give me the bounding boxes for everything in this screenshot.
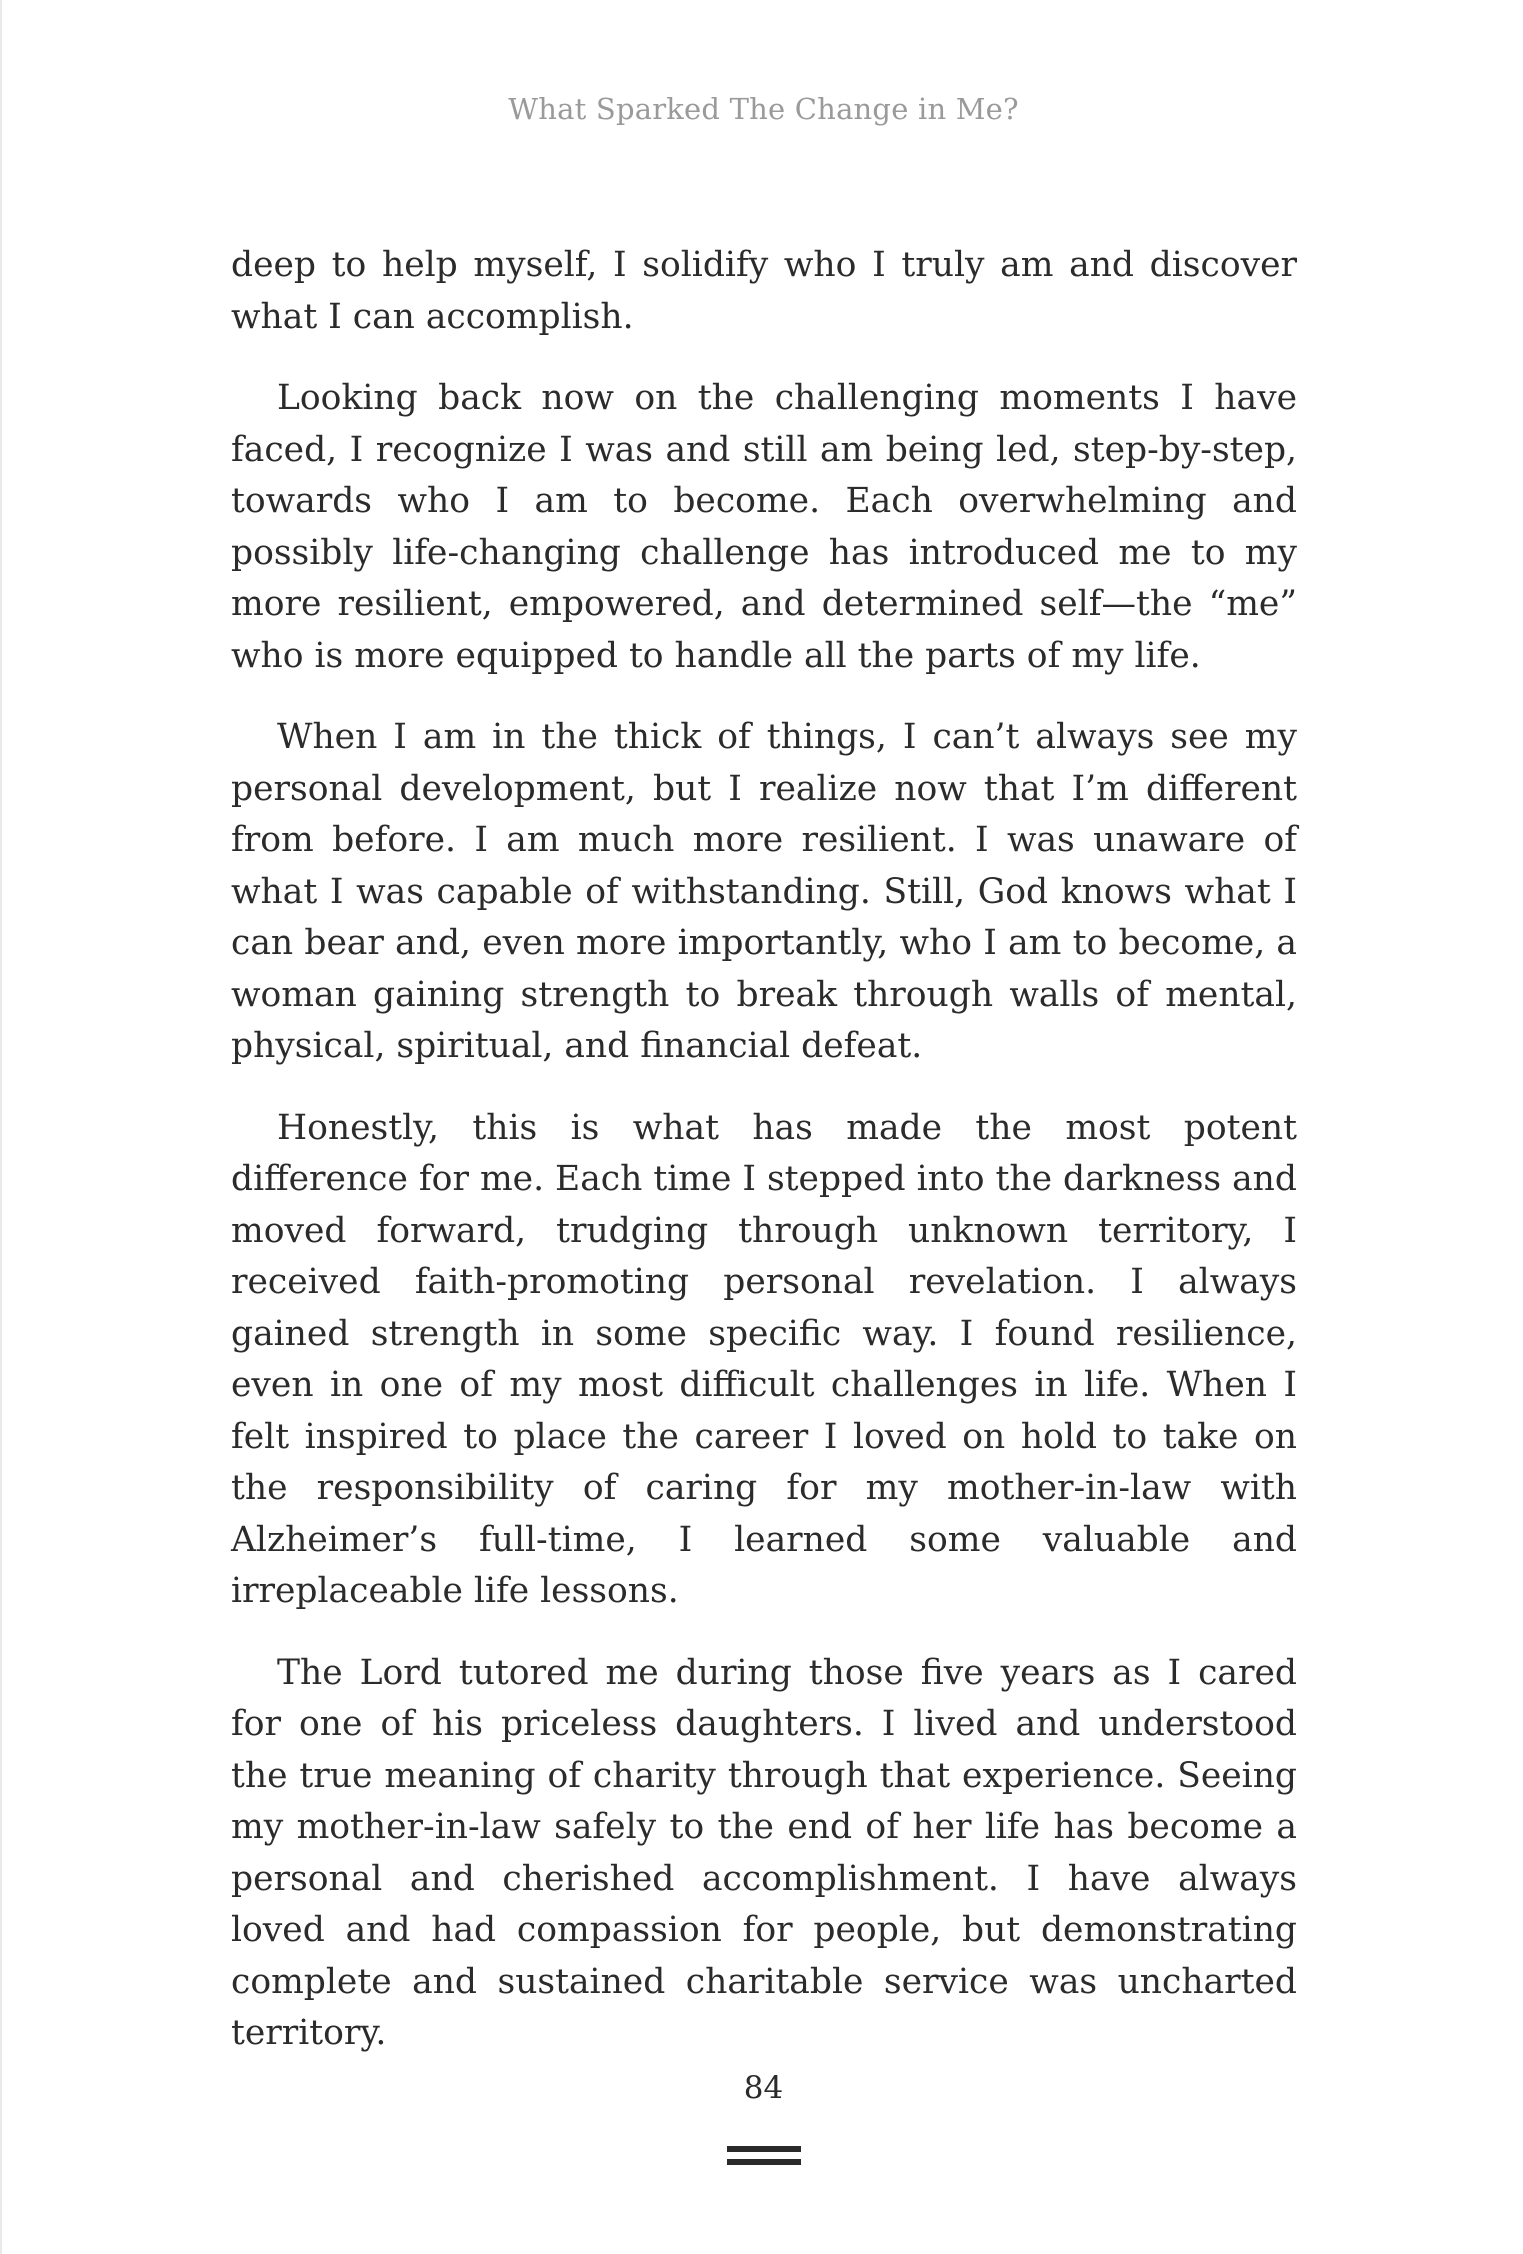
paragraph: The Lord tutored me during those five years as I cared for one of his priceless daughters. I lived and understood the true meaning of charity through that experience. Seeing my mother-in-law safely to the end of her life has become a personal and cherished accomplishment. I have always loved and had compassion for people, but demonstrating complete and sustained charitable service was uncharted territory. — [231, 1652, 1297, 2053]
footer-rule-bottom — [727, 2159, 801, 2165]
body-text — [231, 240, 1297, 2090]
paragraph: When I am in the thick of things, I can’t always see my personal development, but I realize now that I’m different from before. I am much more resilient. I was unaware of what I was capable of withstanding. Still, God knows what I can bear and, even more importantly, who I am to become, a woman gaining strength to break through walls of mental, physical, spiritual, and financial defeat. — [231, 717, 1297, 1066]
footer-rule-top — [727, 2146, 801, 2152]
running-header-title: What Sparked The Change in Me? — [508, 92, 1019, 126]
page-number: 84 — [743, 2070, 784, 2106]
paragraph: Looking back now on the challenging moments I have faced, I recognize I was and still am being led, step-by-step, towards who I am to become. Each overwhelming and possibly life-changing challenge has introduced me to my more resilient, empowered, and determined self—the “me” who is more equipped to handle all the parts of my life. — [231, 378, 1297, 676]
paragraph: Honestly, this is what has made the most potent difference for me. Each time I stepped into the darkness and moved forward, trudging through unknown territory, I received faith-promoting personal revelation. I always gained strength in some specific way. I found resilience, even in one of my most difficult challenges in life. When I felt inspired to place the career I loved on hold to take on the responsibility of caring for my mother-in-law with Alzheimer’s full-time, I learned some valuable and irreplaceable life lessons. — [231, 1107, 1297, 1611]
paragraph-continuation: deep to help myself, I solidify who I truly am and discover what I can accomplish. — [231, 245, 1297, 337]
